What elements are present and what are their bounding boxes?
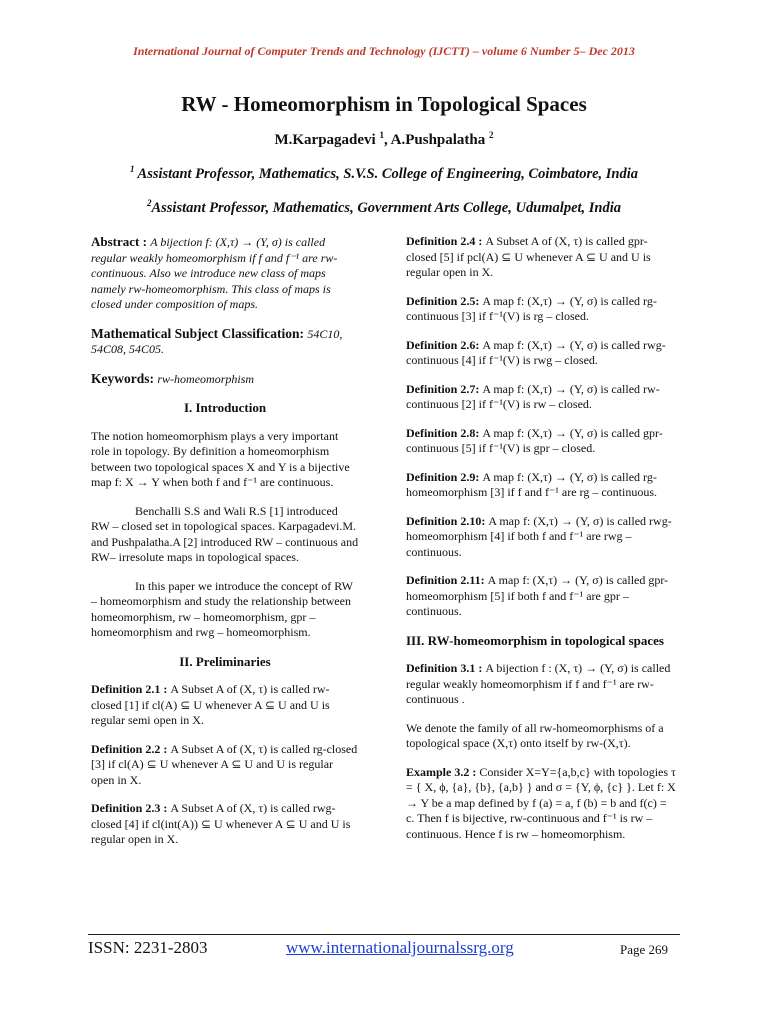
definition-3-1-label: Definition 3.1 : xyxy=(406,661,486,675)
definition-2-1 xyxy=(91,682,359,729)
section-heading-introduction: I. Introduction xyxy=(183,400,267,415)
definition-2-3-label: Definition 2.3 : xyxy=(91,801,171,815)
definition-2-9-text: A map f: (X,τ) → (Y, σ) is called rg-homeomorphism [3] if f and f⁻¹ are rg – continuous. xyxy=(406,469,657,499)
author-1: M.Karpagadevi xyxy=(274,132,380,148)
definition-2-4-label: Definition 2.4 : xyxy=(406,234,486,248)
keywords-text: rw-homeomorphism xyxy=(157,371,255,386)
definition-2-4 xyxy=(406,234,676,281)
definition-2-10-label: Definition 2.10: xyxy=(406,513,489,528)
definition-2-6-label: Definition 2.6: xyxy=(406,337,483,352)
abstract-text: A bijection f: (X,τ) → (Y, σ) is called regular weakly homeomorphism if f and f⁻¹ are rw-continuous. Also we introduce new class of maps namely rw-homeomorphism. This class of maps is closed under composition of maps. xyxy=(91,235,338,311)
affiliation-2 xyxy=(0,200,768,217)
definition-2-8-label: Definition 2.8: xyxy=(406,425,483,440)
definition-2-2-label: Definition 2.2 : xyxy=(91,741,171,756)
definition-2-10 xyxy=(406,514,676,561)
definition-2-8 xyxy=(406,426,676,457)
definition-2-5 xyxy=(406,294,676,325)
author-2-sup: 2 xyxy=(489,130,494,140)
section-heading-rw-homeomorphism: III. RW-homeomorphism in topological spaces xyxy=(406,632,664,648)
definition-2-6-text: A map f: (X,τ) → (Y, σ) is called rwg-continuous [4] if f⁻¹(V) is rwg – closed. xyxy=(406,337,666,367)
author-line xyxy=(0,132,768,149)
issn: ISSN: 2231-2803 xyxy=(88,938,208,957)
journal-header: International Journal of Computer Trends and Technology (IJCTT) – volume 6 Number 5– Dec 2013 xyxy=(133,44,635,58)
definition-2-7-text: A map f: (X,τ) → (Y, σ) is called rw-continuous [2] if f⁻¹(V) is rw – closed. xyxy=(406,381,660,411)
affiliation-1-sup: 1 xyxy=(129,164,135,175)
journal-url-link[interactable]: www.internationaljournalssrg.org xyxy=(286,938,514,957)
abstract-label: Abstract : xyxy=(91,234,151,249)
definition-3-1 xyxy=(406,661,676,708)
author-1-sup: 1 xyxy=(379,130,384,140)
msc-label: Mathematical Subject Classification: xyxy=(91,325,308,341)
definition-2-9-label: Definition 2.9: xyxy=(406,469,483,484)
msc xyxy=(91,326,359,358)
definition-2-8-text: A map f: (X,τ) → (Y, σ) is called gpr-continuous [5] if f⁻¹(V) is gpr – closed. xyxy=(406,425,663,455)
affiliation-2-sup: 2 xyxy=(146,198,152,209)
definition-2-5-text: A map f: (X,τ) → (Y, σ) is called rg-continuous [3] if f⁻¹(V) is rg – closed. xyxy=(406,293,657,323)
author-separator: , A.Pushpalatha xyxy=(383,132,490,148)
definition-2-1-label: Definition 2.1 : xyxy=(91,682,171,696)
keywords-label: Keywords: xyxy=(91,370,158,386)
definition-2-11-label: Definition 2.11: xyxy=(406,573,488,587)
definition-3-1-text: A bijection f : (X, τ) → (Y, σ) is called regular weakly homeomorphism if f and f⁻¹ are rw-continuous . xyxy=(406,661,671,706)
definition-2-4-text: A Subset A of (X, τ) is called gpr-closed [5] if pcl(A) ⊆ U whenever A ⊆ U and U is regular open in X. xyxy=(406,234,651,279)
definition-2-3 xyxy=(91,801,359,848)
example-3-2-label: Example 3.2 : xyxy=(406,764,480,779)
msc-text: 54C10, 54C08, 54C05. xyxy=(91,326,343,356)
example-3-2 xyxy=(406,765,676,843)
definition-2-7 xyxy=(406,382,676,413)
affiliation-2-text: Assistant Professor, Mathematics, Government Arts College, Udumalpet, India xyxy=(151,200,622,216)
definition-2-5-label: Definition 2.5: xyxy=(406,293,483,308)
right-column xyxy=(406,234,676,855)
abstract xyxy=(91,234,359,313)
page-number: Page 269 xyxy=(620,942,669,957)
paper-title: RW - Homeomorphism in Topological Spaces xyxy=(181,92,587,116)
keywords xyxy=(91,371,359,388)
affiliation-1 xyxy=(0,166,768,183)
footer-divider xyxy=(88,934,680,935)
intro-paragraph-2: Benchalli S.S and Wali R.S [1] introduced RW – closed set in topological spaces. Karpagadevi.M. and Pushpalatha.A [2] introduced RW – continuous and RW– irresolute maps in topological spaces. xyxy=(91,503,359,564)
intro-paragraph-1: The notion homeomorphism plays a very important role in topology. By definition a homeomorphism between two topological spaces X and Y is a bijective map f: X → Y when both f and f⁻¹ are continuous. xyxy=(91,428,350,489)
intro-paragraph-3: In this paper we introduce the concept of RW – homeomorphism and study the relationship between homeomorphism, rw – homeomorphism, gpr – homeomorphism and rwg – homeomorphism. xyxy=(91,578,353,639)
family-paragraph: We denote the family of all rw-homeomorphisms of a topological space (X,τ) onto itself by rw-(X,τ). xyxy=(406,720,664,750)
left-column xyxy=(91,234,359,861)
definition-2-3-text: A Subset A of (X, τ) is called rwg-closed [4] if cl(int(A)) ⊆ U whenever A ⊆ U and U is regular open in X. xyxy=(91,801,351,846)
definition-2-2-text: A Subset A of (X, τ) is called rg-closed [3] if cl(A) ⊆ U whenever A ⊆ U and U is regular open in X. xyxy=(91,741,358,787)
definition-2-1-text: A Subset A of (X, τ) is called rw-closed [1] if cl(A) ⊆ U whenever A ⊆ U and U is regular semi open in X. xyxy=(91,682,330,727)
definition-2-11 xyxy=(406,573,676,620)
definition-2-2 xyxy=(91,742,359,789)
definition-2-10-text: A map f: (X,τ) → (Y, σ) is called rwg-homeomorphism [4] if both f and f⁻¹ are rwg – continuous. xyxy=(406,513,672,559)
affiliation-1-text: Assistant Professor, Mathematics, S.V.S. College of Engineering, Coimbatore, India xyxy=(134,166,639,182)
example-3-2-text: Consider X=Y={a,b,c} with topologies τ = { X, ϕ, {a}, {b}, {a,b} } and σ = {Y, ϕ, {c} }. Let f: X → Y be a map defined by f (a) = a, f (b) = b and f(c) = c. Then f is bijective, rw-continuous and f⁻¹ is rw –continuous. Hence f is rw – homeomorphism. xyxy=(406,764,676,841)
definition-2-7-label: Definition 2.7: xyxy=(406,381,483,396)
definition-2-9 xyxy=(406,470,676,501)
section-heading-preliminaries: II. Preliminaries xyxy=(179,653,271,669)
definition-2-11-text: A map f: (X,τ) → (Y, σ) is called gpr-homeomorphism [5] if both f and f⁻¹ are gpr – continuous. xyxy=(406,573,669,618)
definition-2-6 xyxy=(406,338,676,369)
